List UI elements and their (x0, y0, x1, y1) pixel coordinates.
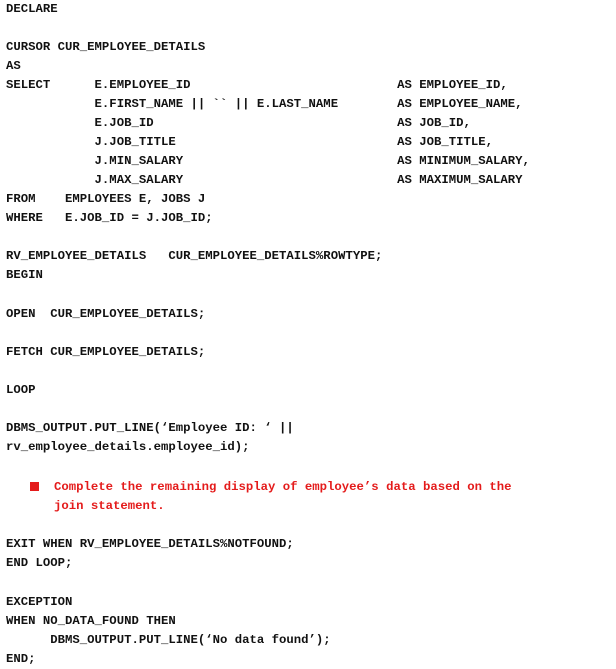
red-square-bullet-icon (30, 482, 39, 491)
select-row: J.MAX_SALARY AS MAXIMUM_SALARY (6, 173, 523, 187)
exception-keyword: EXCEPTION (6, 595, 73, 609)
exit-statement: EXIT WHEN RV_EMPLOYEE_DETAILS%NOTFOUND; (6, 537, 294, 551)
end-loop-keyword: END LOOP; (6, 556, 73, 570)
rowtype-declaration: RV_EMPLOYEE_DETAILS CUR_EMPLOYEE_DETAILS%ROWTYPE; (6, 249, 383, 263)
fetch-statement: FETCH CUR_EMPLOYEE_DETAILS; (6, 345, 206, 359)
instruction-note: Complete the remaining display of employee’s data based on the (54, 480, 512, 494)
where-clause: WHERE E.JOB_ID = J.JOB_ID; (6, 211, 213, 225)
declare-keyword: DECLARE (6, 2, 58, 16)
select-row: J.MIN_SALARY AS MINIMUM_SALARY, (6, 154, 530, 168)
loop-keyword: LOOP (6, 383, 36, 397)
select-row: SELECT E.EMPLOYEE_ID AS EMPLOYEE_ID, (6, 78, 508, 92)
put-line-statement: DBMS_OUTPUT.PUT_LINE(‘Employee ID: ‘ || (6, 421, 294, 435)
instruction-note-continuation: join statement. (54, 499, 165, 513)
begin-keyword: BEGIN (6, 268, 43, 282)
cursor-declaration: CURSOR CUR_EMPLOYEE_DETAILS (6, 40, 206, 54)
end-keyword: END; (6, 652, 36, 666)
from-clause: FROM EMPLOYEES E, JOBS J (6, 192, 206, 206)
handler-statement: DBMS_OUTPUT.PUT_LINE(‘No data found’); (6, 633, 331, 647)
select-row: E.FIRST_NAME || `` || E.LAST_NAME AS EMPLOYEE_NAME, (6, 97, 523, 111)
select-row: J.JOB_TITLE AS JOB_TITLE, (6, 135, 494, 149)
exception-handler: WHEN NO_DATA_FOUND THEN (6, 614, 176, 628)
as-keyword: AS (6, 59, 21, 73)
put-line-continuation: rv_employee_details.employee_id); (6, 440, 250, 454)
open-statement: OPEN CUR_EMPLOYEE_DETAILS; (6, 307, 206, 321)
select-row: E.JOB_ID AS JOB_ID, (6, 116, 471, 130)
